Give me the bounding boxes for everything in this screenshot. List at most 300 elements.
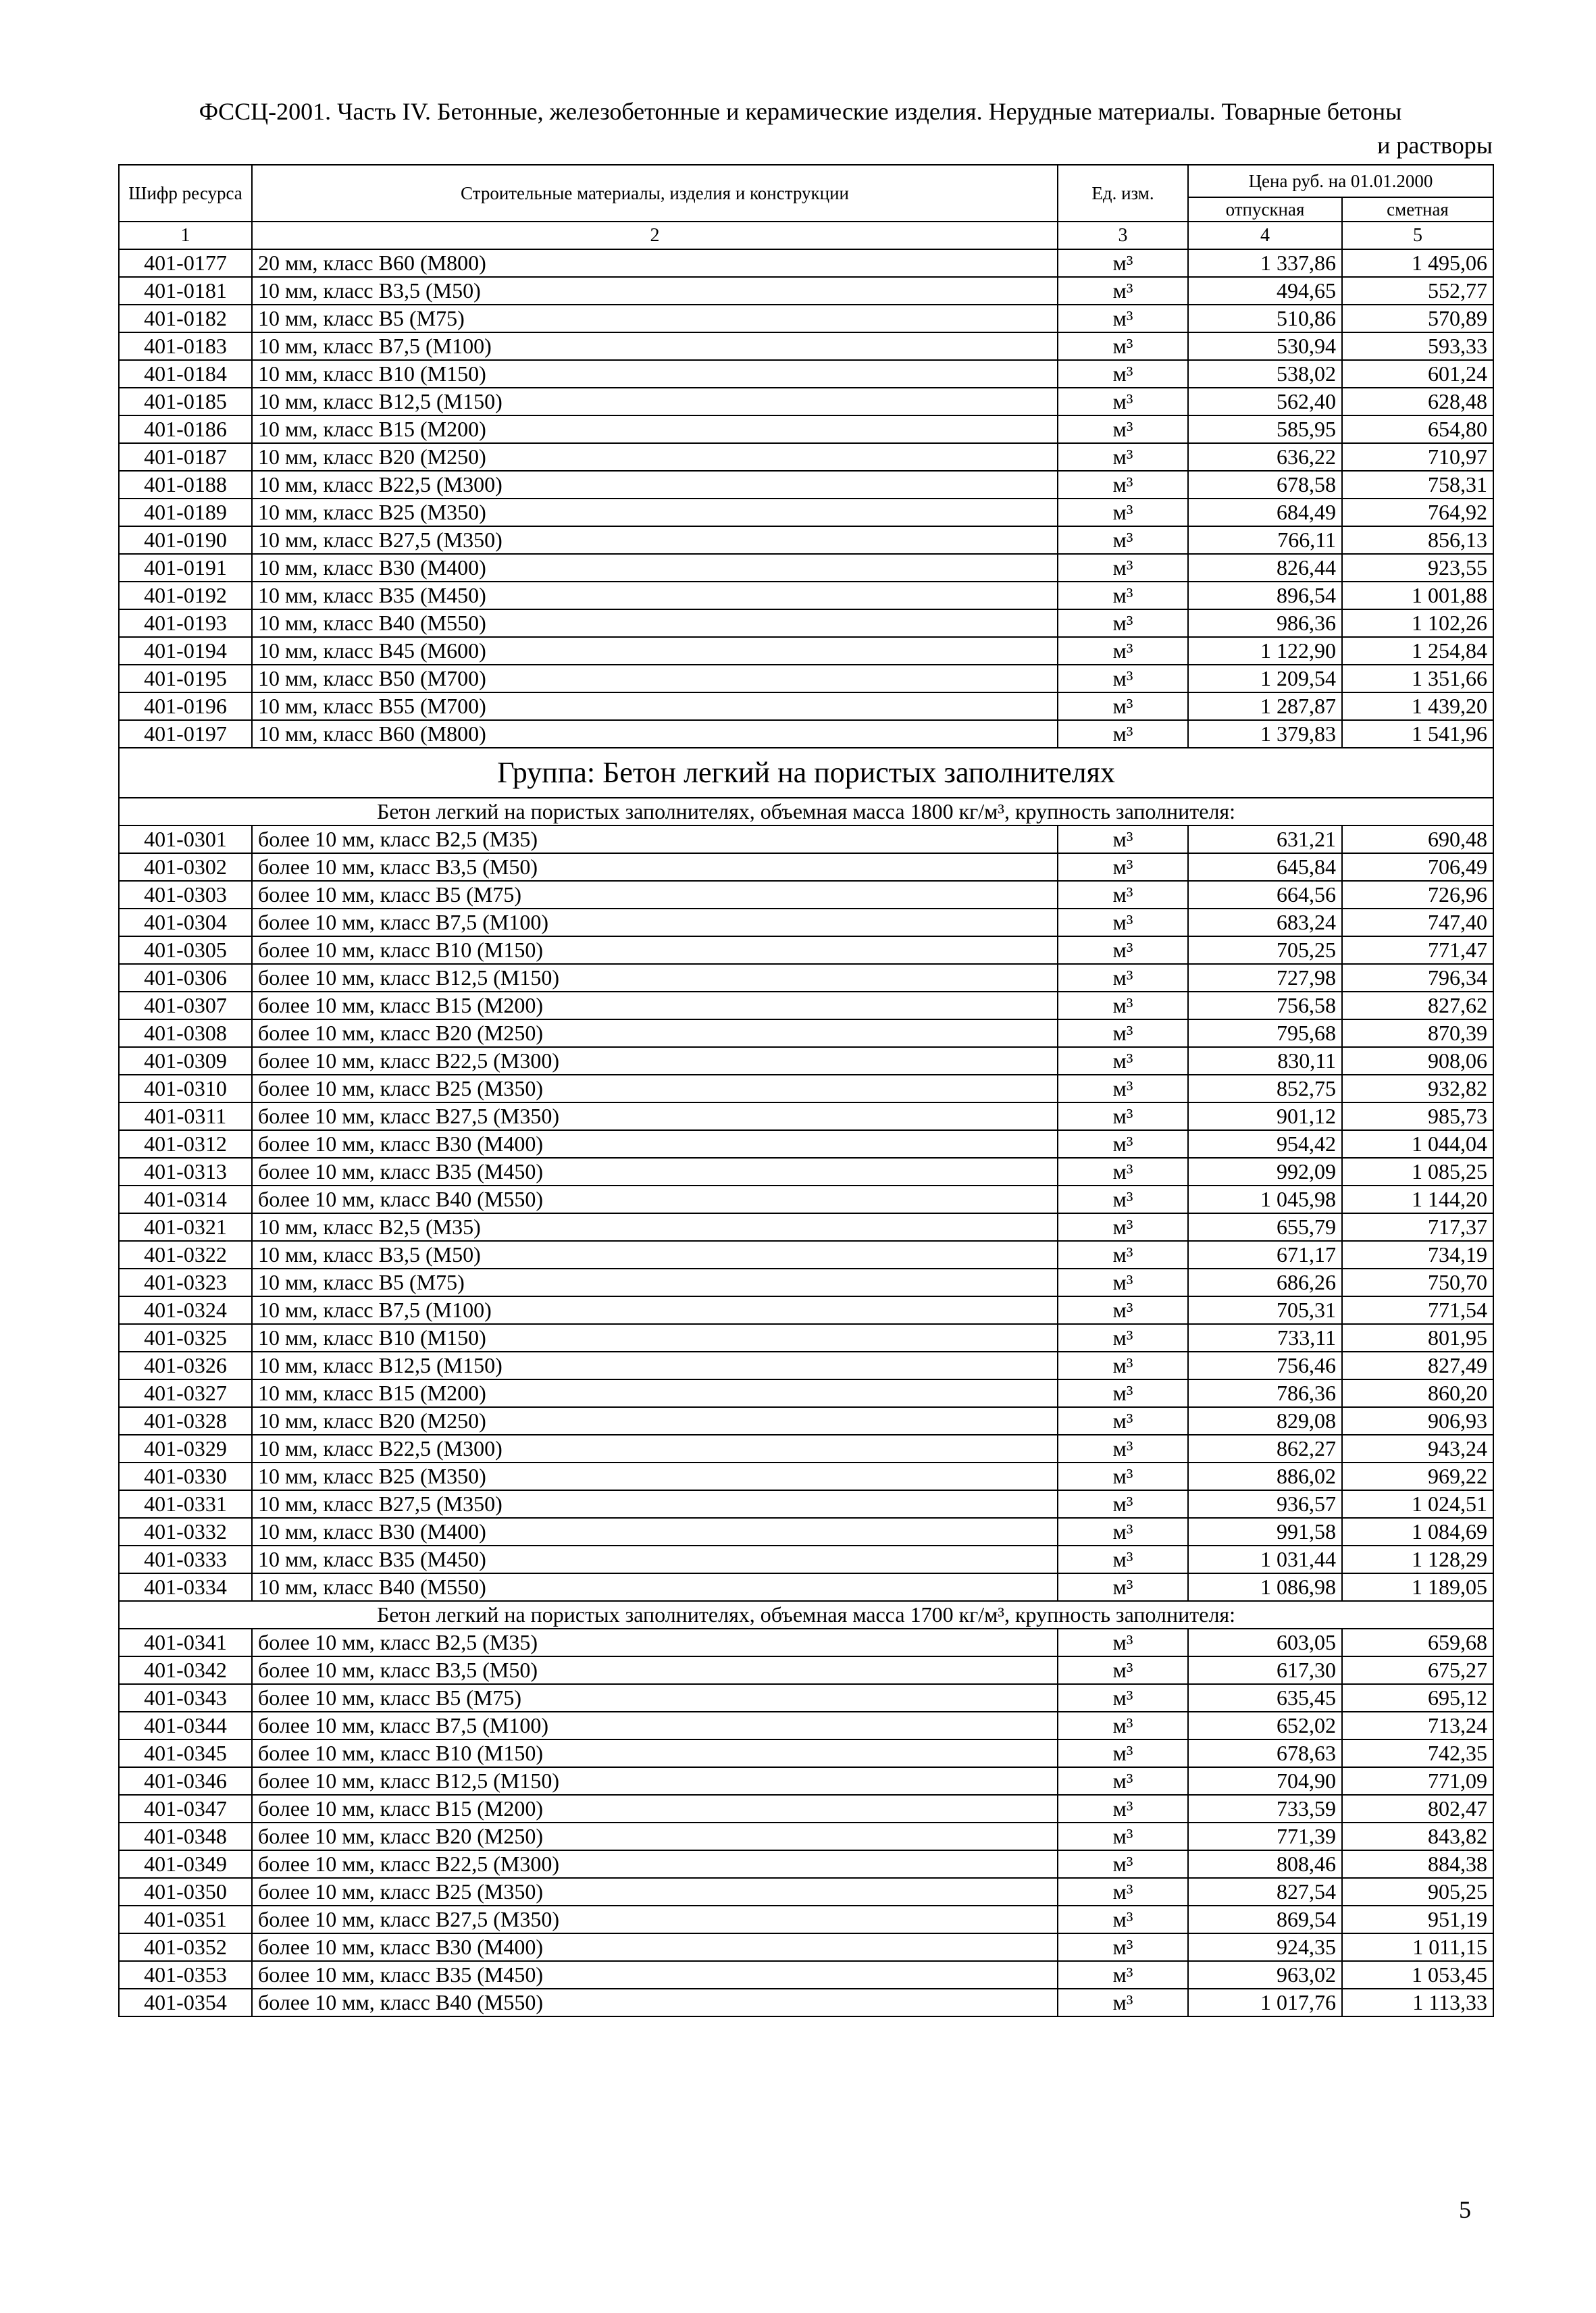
cell-code: 401-0303 [119,881,252,909]
cell-release-price: 827,54 [1188,1878,1342,1906]
cell-name: более 10 мм, класс В40 (М550) [252,1989,1058,2016]
cell-unit: м³ [1058,692,1188,720]
cell-estimate-price: 1 189,05 [1342,1573,1493,1601]
cell-release-price: 655,79 [1188,1213,1342,1241]
cell-unit: м³ [1058,554,1188,582]
cell-estimate-price: 796,34 [1342,964,1493,992]
cell-code: 401-0182 [119,305,252,332]
cell-name: более 10 мм, класс В5 (М75) [252,881,1058,909]
cell-name: 10 мм, класс В3,5 (М50) [252,277,1058,305]
table-row [119,1629,1493,1656]
table-row [119,1573,1493,1601]
cell-estimate-price: 654,80 [1342,415,1493,443]
cell-release-price: 963,02 [1188,1961,1342,1989]
cell-code: 401-0185 [119,388,252,415]
cell-estimate-price: 856,13 [1342,526,1493,554]
cell-unit: м³ [1058,1906,1188,1933]
table-row [119,853,1493,881]
cell-estimate-price: 734,19 [1342,1241,1493,1269]
cell-estimate-price: 758,31 [1342,471,1493,499]
table-row [119,526,1493,554]
table-row [119,1823,1493,1850]
cell-unit: м³ [1058,992,1188,1019]
cell-release-price: 936,57 [1188,1490,1342,1518]
cell-code: 401-0328 [119,1407,252,1435]
cell-code: 401-0183 [119,332,252,360]
cell-unit: м³ [1058,1739,1188,1767]
cell-code: 401-0324 [119,1296,252,1324]
cell-name: более 10 мм, класс В35 (М450) [252,1158,1058,1186]
cell-code: 401-0309 [119,1047,252,1075]
table-row [119,554,1493,582]
table-row [119,332,1493,360]
cell-unit: м³ [1058,909,1188,936]
table-row [119,1241,1493,1269]
cell-estimate-price: 742,35 [1342,1739,1493,1767]
cell-code: 401-0314 [119,1186,252,1213]
cell-estimate-price: 628,48 [1342,388,1493,415]
cell-code: 401-0308 [119,1019,252,1047]
cell-code: 401-0321 [119,1213,252,1241]
table-row [119,1490,1493,1518]
subheader-row [119,798,1493,825]
cell-release-price: 705,31 [1188,1296,1342,1324]
column-number-5: 5 [1342,222,1493,249]
table-row [119,1047,1493,1075]
cell-unit: м³ [1058,1795,1188,1823]
cell-release-price: 686,26 [1188,1269,1342,1296]
cell-unit: м³ [1058,1102,1188,1130]
cell-code: 401-0352 [119,1933,252,1961]
cell-estimate-price: 675,27 [1342,1656,1493,1684]
cell-release-price: 756,46 [1188,1352,1342,1379]
cell-estimate-price: 1 084,69 [1342,1518,1493,1546]
cell-code: 401-0333 [119,1546,252,1573]
cell-unit: м³ [1058,1684,1188,1712]
cell-unit: м³ [1058,1019,1188,1047]
cell-code: 401-0301 [119,825,252,853]
cell-estimate-price: 1 439,20 [1342,692,1493,720]
cell-release-price: 991,58 [1188,1518,1342,1546]
table-row [119,360,1493,388]
column-header-estimate-price: сметная [1342,197,1493,222]
cell-release-price: 645,84 [1188,853,1342,881]
table-row [119,1102,1493,1130]
cell-release-price: 896,54 [1188,582,1342,609]
cell-estimate-price: 706,49 [1342,853,1493,881]
table-row [119,1379,1493,1407]
cell-code: 401-0191 [119,554,252,582]
cell-estimate-price: 923,55 [1342,554,1493,582]
cell-name: более 10 мм, класс В25 (М350) [252,1878,1058,1906]
table-row [119,1933,1493,1961]
cell-code: 401-0351 [119,1906,252,1933]
cell-estimate-price: 695,12 [1342,1684,1493,1712]
cell-release-price: 1 122,90 [1188,637,1342,665]
cell-release-price: 829,08 [1188,1407,1342,1435]
table-row [119,1019,1493,1047]
cell-code: 401-0326 [119,1352,252,1379]
cell-release-price: 992,09 [1188,1158,1342,1186]
cell-name: более 10 мм, класс В40 (М550) [252,1186,1058,1213]
cell-estimate-price: 801,95 [1342,1324,1493,1352]
cell-estimate-price: 870,39 [1342,1019,1493,1047]
table-row [119,1684,1493,1712]
cell-name: 10 мм, класс В50 (М700) [252,665,1058,692]
cell-release-price: 631,21 [1188,825,1342,853]
cell-unit: м³ [1058,526,1188,554]
cell-unit: м³ [1058,1047,1188,1075]
subheader-text: Бетон легкий на пористых заполнителях, объемная масса 1800 кг/м³, крупность заполнителя: [119,798,1493,825]
table-row [119,936,1493,964]
cell-unit: м³ [1058,1130,1188,1158]
cell-name: более 10 мм, класс В27,5 (М350) [252,1906,1058,1933]
table-row [119,1435,1493,1463]
cell-release-price: 705,25 [1188,936,1342,964]
cell-unit: м³ [1058,1546,1188,1573]
cell-name: более 10 мм, класс В7,5 (М100) [252,1712,1058,1739]
cell-name: 10 мм, класс В7,5 (М100) [252,332,1058,360]
cell-name: 10 мм, класс В12,5 (М150) [252,388,1058,415]
table-row [119,1407,1493,1435]
cell-code: 401-0330 [119,1463,252,1490]
cell-name: 10 мм, класс В30 (М400) [252,1518,1058,1546]
cell-release-price: 733,59 [1188,1795,1342,1823]
cell-release-price: 678,58 [1188,471,1342,499]
cell-release-price: 684,49 [1188,499,1342,526]
cell-release-price: 678,63 [1188,1739,1342,1767]
cell-code: 401-0192 [119,582,252,609]
cell-estimate-price: 570,89 [1342,305,1493,332]
cell-name: более 10 мм, класс В30 (М400) [252,1130,1058,1158]
table-row [119,1739,1493,1767]
cell-name: более 10 мм, класс В20 (М250) [252,1823,1058,1850]
table-row [119,582,1493,609]
cell-release-price: 704,90 [1188,1767,1342,1795]
cell-unit: м³ [1058,1463,1188,1490]
table-row [119,1213,1493,1241]
cell-release-price: 652,02 [1188,1712,1342,1739]
cell-unit: м³ [1058,1629,1188,1656]
cell-name: более 10 мм, класс В15 (М200) [252,1795,1058,1823]
cell-code: 401-0189 [119,499,252,526]
cell-unit: м³ [1058,582,1188,609]
cell-name: 10 мм, класс В45 (М600) [252,637,1058,665]
cell-name: более 10 мм, класс В12,5 (М150) [252,964,1058,992]
cell-release-price: 766,11 [1188,526,1342,554]
table-row [119,1352,1493,1379]
cell-code: 401-0305 [119,936,252,964]
cell-estimate-price: 1 044,04 [1342,1130,1493,1158]
cell-code: 401-0194 [119,637,252,665]
table-row [119,1269,1493,1296]
cell-name: 10 мм, класс В35 (М450) [252,1546,1058,1573]
cell-code: 401-0347 [119,1795,252,1823]
cell-code: 401-0186 [119,415,252,443]
cell-name: более 10 мм, класс В22,5 (М300) [252,1850,1058,1878]
page-header [108,95,1493,162]
cell-estimate-price: 593,33 [1342,332,1493,360]
cell-code: 401-0304 [119,909,252,936]
cell-release-price: 733,11 [1188,1324,1342,1352]
cell-code: 401-0332 [119,1518,252,1546]
cell-estimate-price: 713,24 [1342,1712,1493,1739]
cell-unit: м³ [1058,1823,1188,1850]
cell-estimate-price: 710,97 [1342,443,1493,471]
subheader-text: Бетон легкий на пористых заполнителях, объемная масса 1700 кг/м³, крупность заполнителя: [119,1601,1493,1629]
cell-estimate-price: 1 011,15 [1342,1933,1493,1961]
table-row [119,415,1493,443]
cell-name: более 10 мм, класс В15 (М200) [252,992,1058,1019]
cell-name: 10 мм, класс В27,5 (М350) [252,1490,1058,1518]
cell-release-price: 1 017,76 [1188,1989,1342,2016]
cell-release-price: 562,40 [1188,388,1342,415]
cell-release-price: 1 337,86 [1188,249,1342,277]
cell-name: 10 мм, класс В25 (М350) [252,499,1058,526]
group-header-row [119,748,1493,798]
cell-estimate-price: 827,62 [1342,992,1493,1019]
cell-unit: м³ [1058,1352,1188,1379]
cell-estimate-price: 1 541,96 [1342,720,1493,748]
cell-release-price: 808,46 [1188,1850,1342,1878]
cell-name: 10 мм, класс В10 (М150) [252,1324,1058,1352]
cell-estimate-price: 1 351,66 [1342,665,1493,692]
table-row [119,1878,1493,1906]
cell-code: 401-0354 [119,1989,252,2016]
cell-estimate-price: 906,93 [1342,1407,1493,1435]
cell-unit: м³ [1058,1379,1188,1407]
cell-name: более 10 мм, класс В27,5 (М350) [252,1102,1058,1130]
cell-release-price: 603,05 [1188,1629,1342,1656]
cell-unit: м³ [1058,1213,1188,1241]
table-row [119,249,1493,277]
table-row [119,1656,1493,1684]
cell-unit: м³ [1058,360,1188,388]
cell-unit: м³ [1058,443,1188,471]
cell-unit: м³ [1058,1324,1188,1352]
table-row [119,609,1493,637]
cell-name: более 10 мм, класс В10 (М150) [252,1739,1058,1767]
cell-name: 10 мм, класс В40 (М550) [252,609,1058,637]
cell-code: 401-0353 [119,1961,252,1989]
cell-unit: м³ [1058,1656,1188,1684]
cell-estimate-price: 717,37 [1342,1213,1493,1241]
cell-release-price: 771,39 [1188,1823,1342,1850]
cell-unit: м³ [1058,1850,1188,1878]
cell-release-price: 671,17 [1188,1241,1342,1269]
table-row [119,964,1493,992]
cell-estimate-price: 1 113,33 [1342,1989,1493,2016]
cell-estimate-price: 1 024,51 [1342,1490,1493,1518]
cell-code: 401-0348 [119,1823,252,1850]
table-row [119,1989,1493,2016]
column-header-code: Шифр ресурса [119,165,252,222]
cell-unit: м³ [1058,1878,1188,1906]
cell-code: 401-0341 [119,1629,252,1656]
cell-unit: м³ [1058,499,1188,526]
cell-release-price: 1 045,98 [1188,1186,1342,1213]
cell-name: более 10 мм, класс В2,5 (М35) [252,825,1058,853]
cell-release-price: 635,45 [1188,1684,1342,1712]
cell-estimate-price: 943,24 [1342,1435,1493,1463]
cell-code: 401-0306 [119,964,252,992]
cell-estimate-price: 860,20 [1342,1379,1493,1407]
cell-code: 401-0193 [119,609,252,637]
table-row [119,499,1493,526]
cell-name: 10 мм, класс В5 (М75) [252,1269,1058,1296]
cell-release-price: 530,94 [1188,332,1342,360]
table-row [119,881,1493,909]
cell-code: 401-0350 [119,1878,252,1906]
cell-unit: м³ [1058,249,1188,277]
cell-unit: м³ [1058,1961,1188,1989]
cell-unit: м³ [1058,277,1188,305]
cell-code: 401-0329 [119,1435,252,1463]
cell-name: 10 мм, класс В2,5 (М35) [252,1213,1058,1241]
cell-name: 10 мм, класс В20 (М250) [252,443,1058,471]
cell-code: 401-0187 [119,443,252,471]
cell-code: 401-0343 [119,1684,252,1712]
cell-release-price: 756,58 [1188,992,1342,1019]
cell-estimate-price: 1 128,29 [1342,1546,1493,1573]
cell-estimate-price: 802,47 [1342,1795,1493,1823]
cell-estimate-price: 985,73 [1342,1102,1493,1130]
table-row [119,720,1493,748]
cell-name: 10 мм, класс В27,5 (М350) [252,526,1058,554]
cell-unit: м³ [1058,1435,1188,1463]
cell-unit: м³ [1058,1407,1188,1435]
cell-name: 10 мм, класс В22,5 (М300) [252,471,1058,499]
cell-estimate-price: 726,96 [1342,881,1493,909]
table-row [119,825,1493,853]
column-header-unit: Ед. изм. [1058,165,1188,222]
cell-release-price: 886,02 [1188,1463,1342,1490]
cell-estimate-price: 1 254,84 [1342,637,1493,665]
group-title: Группа: Бетон легкий на пористых заполнителях [119,748,1493,798]
cell-unit: м³ [1058,825,1188,853]
cell-name: 10 мм, класс В20 (М250) [252,1407,1058,1435]
cell-code: 401-0177 [119,249,252,277]
cell-release-price: 494,65 [1188,277,1342,305]
cell-release-price: 986,36 [1188,609,1342,637]
cell-code: 401-0349 [119,1850,252,1878]
table-row [119,1186,1493,1213]
cell-code: 401-0344 [119,1712,252,1739]
cell-unit: м³ [1058,936,1188,964]
cell-estimate-price: 771,47 [1342,936,1493,964]
table-row [119,471,1493,499]
cell-estimate-price: 843,82 [1342,1823,1493,1850]
cell-unit: м³ [1058,1075,1188,1102]
cell-code: 401-0331 [119,1490,252,1518]
table-row [119,1546,1493,1573]
cell-release-price: 636,22 [1188,443,1342,471]
column-number-1: 1 [119,222,252,249]
cell-estimate-price: 908,06 [1342,1047,1493,1075]
column-number-4: 4 [1188,222,1342,249]
cell-unit: м³ [1058,1518,1188,1546]
cell-code: 401-0311 [119,1102,252,1130]
cell-release-price: 954,42 [1188,1130,1342,1158]
cell-unit: м³ [1058,1933,1188,1961]
cell-unit: м³ [1058,1158,1188,1186]
header-line-2: и растворы [1377,132,1493,159]
table-row [119,909,1493,936]
page-number: 5 [1459,2196,1471,2223]
cell-code: 401-0342 [119,1656,252,1684]
table-row [119,1795,1493,1823]
cell-code: 401-0196 [119,692,252,720]
cell-estimate-price: 659,68 [1342,1629,1493,1656]
cell-code: 401-0322 [119,1241,252,1269]
cell-unit: м³ [1058,1490,1188,1518]
cell-release-price: 924,35 [1188,1933,1342,1961]
cell-unit: м³ [1058,332,1188,360]
column-header-name: Строительные материалы, изделия и конструкции [252,165,1058,222]
cell-estimate-price: 1 495,06 [1342,249,1493,277]
table-row [119,637,1493,665]
table-row [119,1158,1493,1186]
cell-release-price: 538,02 [1188,360,1342,388]
table-row [119,1712,1493,1739]
cell-release-price: 1 379,83 [1188,720,1342,748]
cell-release-price: 617,30 [1188,1656,1342,1684]
cell-estimate-price: 552,77 [1342,277,1493,305]
cell-release-price: 795,68 [1188,1019,1342,1047]
cell-unit: м³ [1058,720,1188,748]
cell-code: 401-0323 [119,1269,252,1296]
cell-estimate-price: 1 102,26 [1342,609,1493,637]
table-row [119,692,1493,720]
cell-estimate-price: 884,38 [1342,1850,1493,1878]
cell-name: более 10 мм, класс В7,5 (М100) [252,909,1058,936]
table-row [119,1906,1493,1933]
cell-unit: м³ [1058,881,1188,909]
cell-name: 10 мм, класс В25 (М350) [252,1463,1058,1490]
cell-name: более 10 мм, класс В30 (М400) [252,1933,1058,1961]
cell-code: 401-0346 [119,1767,252,1795]
cell-release-price: 826,44 [1188,554,1342,582]
cell-name: 10 мм, класс В22,5 (М300) [252,1435,1058,1463]
cell-unit: м³ [1058,609,1188,637]
cell-unit: м³ [1058,637,1188,665]
cell-name: более 10 мм, класс В20 (М250) [252,1019,1058,1047]
cell-code: 401-0302 [119,853,252,881]
cell-unit: м³ [1058,388,1188,415]
cell-estimate-price: 1 085,25 [1342,1158,1493,1186]
cell-code: 401-0195 [119,665,252,692]
cell-estimate-price: 771,09 [1342,1767,1493,1795]
cell-release-price: 727,98 [1188,964,1342,992]
cell-name: 10 мм, класс В5 (М75) [252,305,1058,332]
cell-name: более 10 мм, класс В35 (М450) [252,1961,1058,1989]
table-row [119,277,1493,305]
cell-unit: м³ [1058,1712,1188,1739]
table-row [119,1850,1493,1878]
cell-estimate-price: 1 001,88 [1342,582,1493,609]
cell-name: 20 мм, класс В60 (М800) [252,249,1058,277]
table-row [119,1961,1493,1989]
cell-estimate-price: 1 053,45 [1342,1961,1493,1989]
cell-unit: м³ [1058,1767,1188,1795]
cell-estimate-price: 932,82 [1342,1075,1493,1102]
cell-estimate-price: 951,19 [1342,1906,1493,1933]
cell-code: 401-0327 [119,1379,252,1407]
cell-estimate-price: 1 144,20 [1342,1186,1493,1213]
cell-release-price: 664,56 [1188,881,1342,909]
cell-name: более 10 мм, класс В2,5 (М35) [252,1629,1058,1656]
cell-name: 10 мм, класс В55 (М700) [252,692,1058,720]
